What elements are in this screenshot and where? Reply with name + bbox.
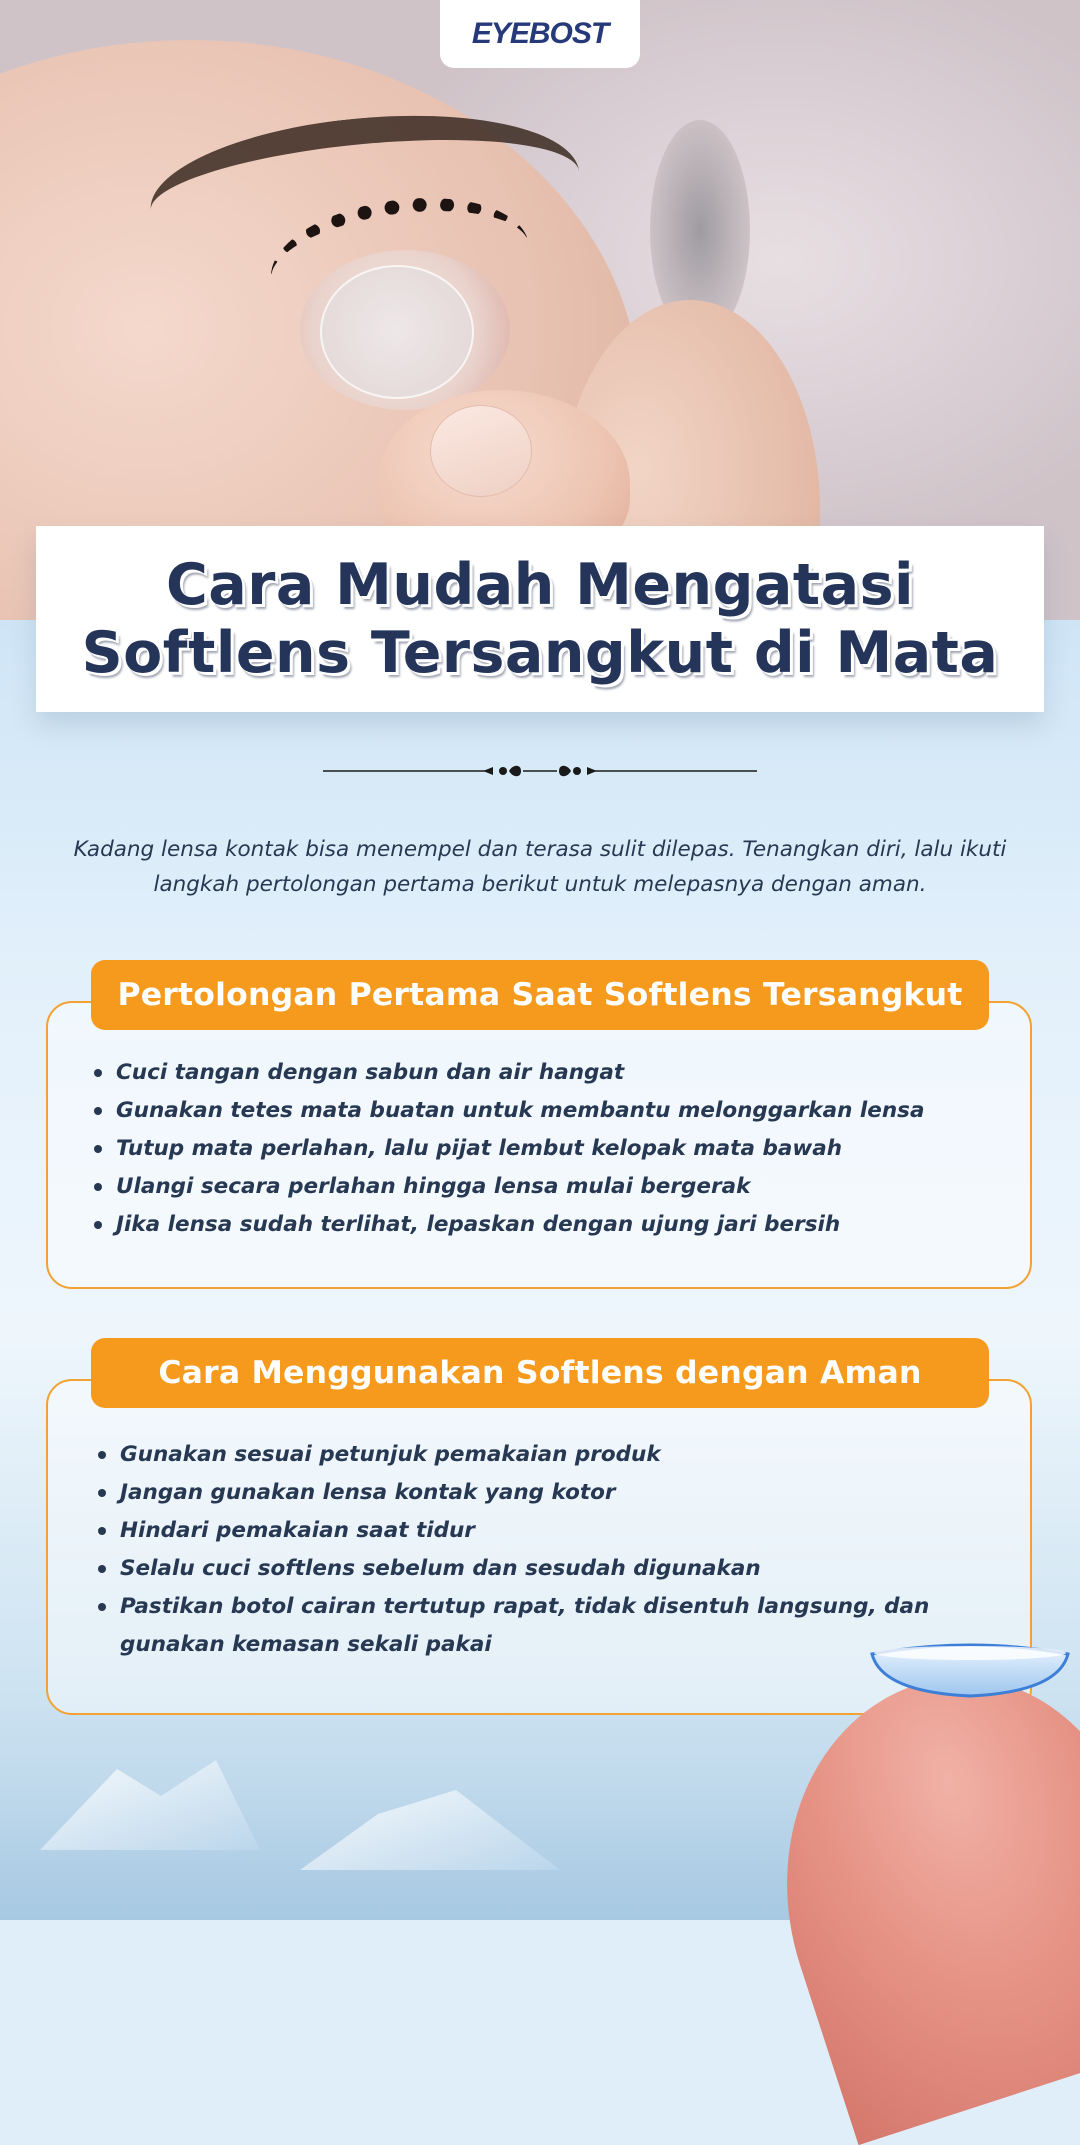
list-item: Pastikan botol cairan tertutup rapat, tidak disentuh langsung, dan gunakan kemasan sekali pakai	[98, 1588, 978, 1664]
list-item: Selalu cuci softlens sebelum dan sesudah digunakan	[98, 1550, 978, 1588]
safe-use-list	[98, 1436, 978, 1664]
list-item: Ulangi secara perlahan hingga lensa mulai bergerak	[94, 1168, 974, 1206]
list-item: Cuci tangan dengan sabun dan air hangat	[94, 1054, 974, 1092]
list-item: Gunakan tetes mata buatan untuk membantu melonggarkan lensa	[94, 1092, 974, 1130]
section-heading-first-aid: Pertolongan Pertama Saat Softlens Tersangkut	[91, 960, 989, 1030]
title-card	[36, 526, 1044, 712]
section-heading-safe-use: Cara Menggunakan Softlens dengan Aman	[91, 1338, 989, 1408]
page-title-line-2: Softlens Tersangkut di Mata	[81, 620, 999, 686]
list-item: Jangan gunakan lensa kontak yang kotor	[98, 1474, 978, 1512]
intro-text: Kadang lensa kontak bisa menempel dan terasa sulit dilepas. Tenangkan diri, lalu ikuti langkah pertolongan pertama berikut untuk melepasnya dengan aman.	[73, 837, 1007, 897]
brand-logo[interactable]: EYEBOST	[471, 17, 609, 50]
page-title-line-1: Cara Mudah Mengatasi	[165, 552, 915, 618]
list-item: Jika lensa sudah terlihat, lepaskan dengan ujung jari bersih	[94, 1206, 974, 1244]
contact-lens-icon	[868, 1640, 1072, 1700]
fingernail	[430, 405, 532, 497]
list-item: Gunakan sesuai petunjuk pemakaian produk	[98, 1436, 978, 1474]
first-aid-list	[94, 1054, 974, 1244]
list-item: Tutup mata perlahan, lalu pijat lembut kelopak mata bawah	[94, 1130, 974, 1168]
list-item: Hindari pemakaian saat tidur	[98, 1512, 978, 1550]
logo-tab	[440, 0, 640, 68]
ornament-divider-icon	[323, 763, 757, 779]
